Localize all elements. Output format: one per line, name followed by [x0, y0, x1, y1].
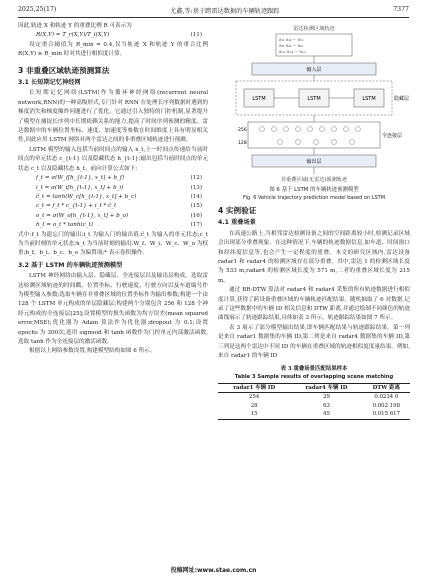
table-cell: 0.015 617: [363, 410, 410, 419]
lstm-paragraph: 长短期记忆网络(LSTM)作为循环神经网络(recurrent neural network,RNN)的一种高级形式,专门针对 RNN 在处理长序列数据时遇到的梯度消失和梯度爆炸问题进行了优化。它通过引入独特的门控机制,显著提升了模型在捕捉长序列中长期依赖关系的能力,提高了时间序列预测的精度。雷达数据中的车辆位置坐标、速度、加速度等参数在时间维度上具有明显相关性,因此应用 LSTM 网络对两个雷达之间的非重叠区域轨迹进行预测。: [18, 90, 208, 144]
lstm-cells: [244, 89, 384, 107]
equation-text: f_t = σ(W_f[h_{t-1}, x_t] + b_f): [36, 175, 125, 182]
equation-17: [18, 221, 208, 230]
svg-text:x₂₁ x₂₂ ··· x₂ₙ: x₂₁ x₂₂ ··· x₂ₙ: [279, 43, 304, 48]
fc-layer-label: 全连接层: [382, 133, 403, 139]
table-header: radar4 车辆 ID: [290, 383, 362, 393]
table-cell: 29: [323, 394, 330, 401]
table-cell: 254: [249, 394, 260, 401]
scene-paragraph-1: 在高速公路上,当相邻雷达检测设备之间的空间距离较小时,检测记录区域会出现部分重叠现象。在这种情况下,车辆的轨迹数据信息,如车道、时间窗口和经纬度信息等,也会产生一定程度的重叠。本文的研究区域内,雷达设备 radar1 和 radar4 的检测区域存在部分重叠。其中,雷达 1 的检测区域长度为 533 m,radar4 的检测区域长度为 571 m,二者的重叠区域长度为 215 m。: [218, 230, 410, 284]
left-column: [18, 22, 208, 357]
table-header: radar1 车辆 ID: [218, 383, 290, 393]
equation-number: (11): [190, 32, 202, 39]
section-4-heading: 4 实例验证: [218, 206, 257, 215]
table-row: [218, 410, 410, 419]
equation-text: R(X,Y) = T_r(X,Y)/T_i(X,Y): [36, 32, 110, 39]
running-header: [18, 6, 409, 16]
svg-text:x₁₁ x₁₂ ··· x₁ₙ: x₁₁ x₁₂ ··· x₁ₙ: [279, 37, 304, 42]
equation-text: c_t = f_t * c_{t-1} + i_t * c̃_t: [36, 203, 117, 210]
equation-14: [18, 193, 208, 202]
equation-15: [18, 202, 208, 211]
hidden-layer-label: 隐藏层: [394, 96, 410, 102]
figure-caption-cn: 图 6 基于 LSTM 的车辆轨迹预测模型: [269, 187, 359, 193]
equation-number: (15): [190, 203, 202, 210]
radar-input-label: 雷达检测区域轨迹: [293, 26, 335, 32]
equation-block: [18, 174, 208, 230]
prediction-label: 非重叠区域(无雷达)预测轨迹: [280, 177, 348, 183]
equation-number: (17): [190, 222, 202, 229]
equation-number: (12): [190, 175, 202, 182]
table-header: DTW 距离: [363, 383, 410, 393]
section-3-2-heading: 3.2 基于 LSTM 的车辆轨迹预测模型: [18, 261, 123, 269]
section-3-heading: 3 非重叠区域轨迹预测算法: [18, 65, 110, 75]
table-cell: 63: [323, 402, 330, 409]
figure-ref-paragraph: 根据以上网络参数设置,构建模型结构如图 6 所示。: [29, 348, 156, 355]
lstm-cell-label: LSTM: [252, 96, 266, 102]
threshold-paragraph: 设定重合阈值为 R_min = 0.4,仅当轨迹 X 和轨迹 Y 的重合比例 R(X,Y) ≥ R_min 时对其进行相似度计算。: [18, 41, 208, 58]
table-row: [218, 402, 410, 411]
input-matrix: [276, 34, 352, 56]
section-3-1-heading: 3.1 长短期记忆神经网: [18, 79, 81, 87]
table-cell: 28: [250, 402, 258, 409]
table-cell: 0.0234 0: [374, 394, 399, 401]
fc-size-label-1: 256: [238, 128, 247, 133]
svg-text:xₘ₁ xₘ₂ ··· xₘₙ: xₘ₁ xₘ₂ ··· xₘₙ: [279, 49, 307, 54]
header-volume: 2025,25(17): [18, 6, 57, 13]
fc-size-label-2: 128: [238, 141, 247, 146]
header-title: 尤鑫,等:基于跨雷达数据的车辆轨迹跟踪: [170, 8, 280, 15]
table-cell: 45: [290, 410, 362, 419]
equation-16: [18, 212, 208, 221]
figure-6: [218, 22, 410, 200]
equation-13: [18, 184, 208, 193]
matching-results-table: [218, 383, 410, 420]
table-header-row: [218, 383, 410, 393]
output-layer-label: 输出层: [306, 159, 322, 165]
equation-number: (14): [190, 193, 202, 200]
right-column: [218, 22, 410, 420]
scene-paragraph-2: 通过 BR-DTW 算法对 radar4 和 radar4 采集的所有轨迹数据进行相似度计算,获得了跨设备重叠区域的车辆轨迹匹配结果。随机抽取了 6 对数据,记录了这些数据中的车辆 ID 相关信息和 DTW 距离,并通过绘制不同颜色的轨迹曲线展示了轨迹跟踪结果,具体如表 3 所示。轨迹跟踪结果如图 7 所示。: [218, 287, 410, 322]
intro-paragraph: 因此,轨迹 X 和轨迹 Y 的重叠比例 R 可表示为: [18, 23, 132, 29]
submission-url-footer: 投稿网址:www.stae.com.cn: [170, 567, 257, 574]
table-cell: 0.002 198: [372, 402, 401, 409]
equation-number: (16): [190, 212, 202, 219]
equation-number: (13): [190, 184, 202, 191]
gate-paragraph: LSTM 模型的输入包括当前时间点的输入 x_t,上一时间点传递给当前时间点的单元状态 c_{t-1} 以及隐藏状态 h_{t-1};输出包括当前时间点的单元状态 c_t 以及隐藏状态 h_t。前向计算公式如下:: [18, 146, 208, 172]
equation-text: h_t = o_t * tanh(c_t): [36, 222, 93, 229]
scene-paragraph-3: 表 3 展示了部分模型输出结果,即车辆匹配结果与轨迹跟踪结果。第一列是来自 radar1 数据集的车辆 ID,第二列是来自 radar4 数据集的车辆 ID,第三列是这两个雷达中不同 ID 的车辆在重叠区域的轨迹相似度度量结果。例如,来自 radar1 的车辆 ID: [218, 324, 410, 360]
input-layer-label: 输入层: [306, 67, 322, 73]
lstm-diagram: [218, 22, 410, 200]
equation-12: [18, 174, 208, 183]
figure-caption-en: Fig. 6 Vehicle trajectory prediction model based on LSTM: [242, 195, 386, 200]
header-page-number: 7377: [393, 6, 409, 13]
section-4-1-heading: 4.1 重叠场景: [218, 219, 256, 227]
lstm-cell-label: LSTM: [307, 96, 321, 102]
equation-11: [18, 31, 208, 40]
equation-text: i_t = σ(W_i[h_{t-1}, x_t] + b_i): [36, 184, 124, 191]
model-paragraph: LSTM 神经网络由输入层、隐藏层、全连接层以及输出层构成。选取雷达检测区域轨迹的时间戳、位置坐标、行驶速度、行驶方向以及车道编号作为模型输入参数;选取车辆在非重叠区域的位置坐标作为输出参数;构建一个由 128 个 LSTM 单元构成的单层隐藏层;构建两个分别包含 256 和 128 个神经元构成的全连接层[25];设置模型的损失函数为均方误差(mean squared error,MSE);优化器为 Adam 算法作为优化器;dropout 为 0.1;设置 epochs 为 300次;选用 sigmoid 和 tanh 函数作为门控单元内部激活函数,选取 tanh 作为全连接层的激活函数。: [18, 273, 208, 345]
fully-connected-layer: [238, 122, 402, 148]
header-rule: [18, 17, 409, 18]
table-cell: 15: [218, 410, 290, 419]
lstm-cell-label: LSTM: [362, 96, 376, 102]
table-title-en: Table 3 Sample results of overlapping scene matching: [234, 373, 394, 380]
table-title-cn: 表 3 重叠场景匹配结果样本: [280, 365, 348, 372]
equation-text: c̃_t = tanh(W_c[h_{t-1}, x_t] + b_c): [36, 193, 137, 200]
table-row: [218, 393, 410, 402]
where-paragraph: 式中:f_t 为遗忘门的输出;i_t 为输入门的输出值;c̃_t 为输入的单元状态;c_t 为当前时刻的单元状态;h_t 为当前时刻的输出;W_f、W_i、W_c、W_o 为权重;b_f、b_i、b_c、b_o 为偏置项;* 表示卷积操作。: [18, 231, 208, 257]
equation-text: o_t = σ(W_o[h_{t-1}, x_t] + b_o): [36, 212, 129, 219]
